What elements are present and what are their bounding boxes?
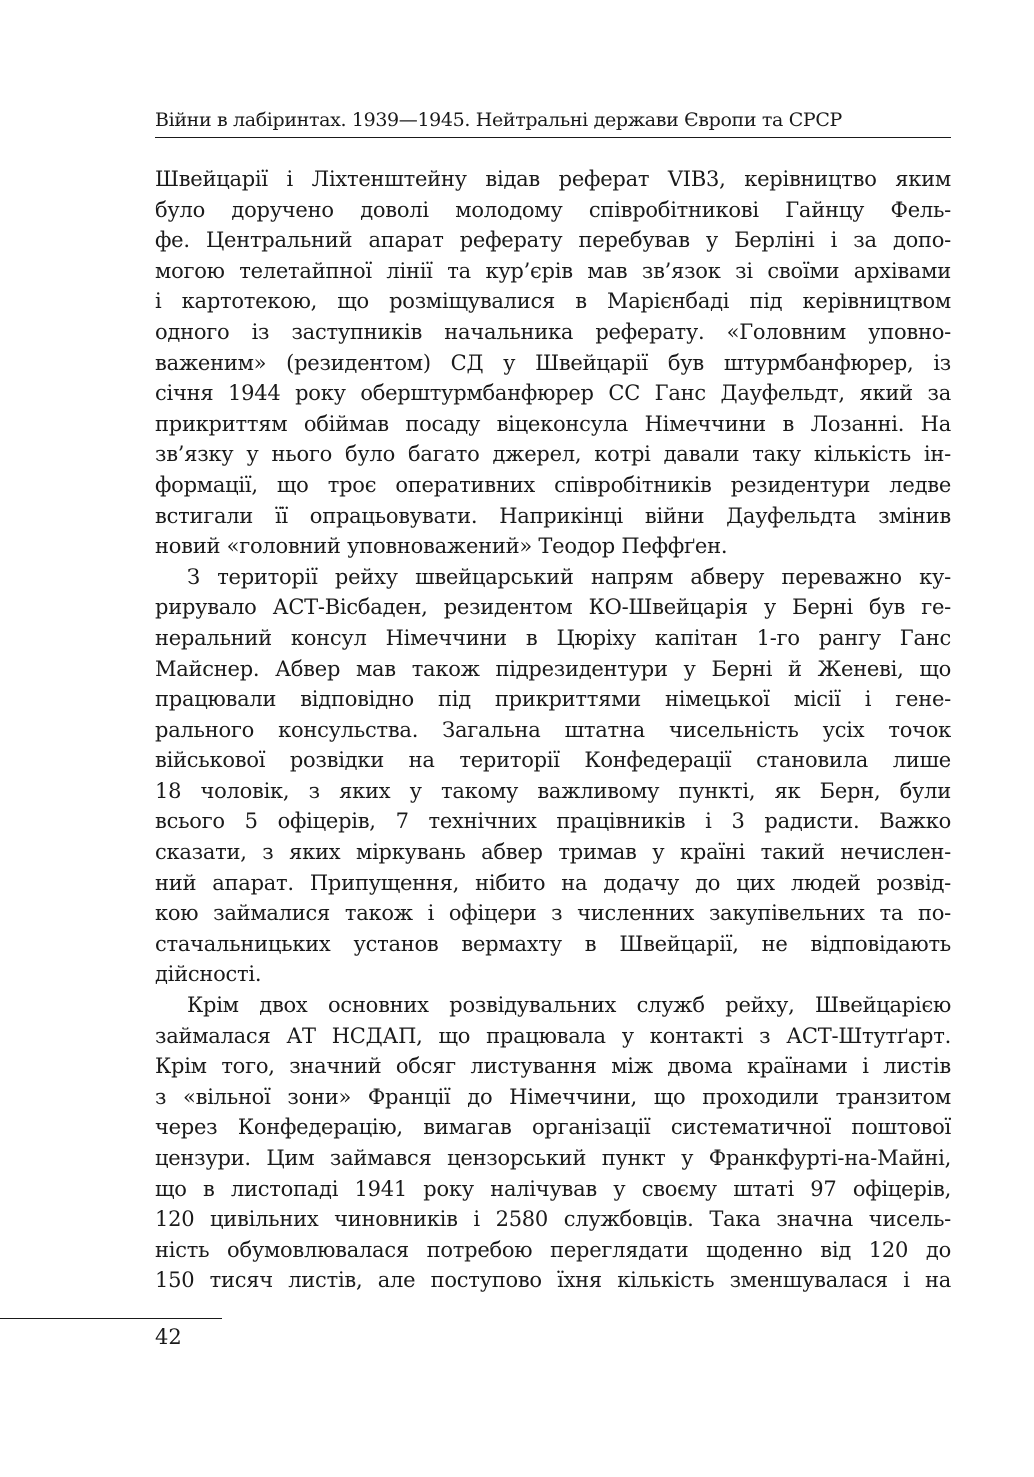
text-line: зв’язку у нього було багато джерел, котрі давали таку кількість ін- (155, 442, 951, 467)
text-line: ність обумовлювалася потребою переглядати щоденно від 120 до (155, 1237, 951, 1262)
text-line: цензури. Цим займався цензорський пункт у Франкфурті-на-Майні, (155, 1146, 951, 1170)
running-head: Війни в лабіринтах. 1939—1945. Нейтральні держави Європи та СРСР (155, 109, 842, 131)
text-line: Крім двох основних розвідувальних служб рейху, Швейцарією (187, 993, 951, 1018)
text-line: кою займалися також і офіцери з численних закупівельних та по- (155, 901, 951, 926)
text-line: Швейцарії і Ліхтенштейну відав реферат VIВ3, керівництво яким (155, 167, 951, 191)
text-line: новий «головний уповноважений» Теодор Пеффґен. (155, 534, 728, 559)
text-line: могою телетайпної лінії та кур’єрів мав зв’язок зі своїми архівами (155, 258, 951, 283)
text-line: рального консульства. Загальна штатна чисельність усіх точок (155, 717, 951, 742)
paragraph (155, 990, 951, 1296)
text-line: всього 5 офіцерів, 7 технічних працівників і 3 радисти. Важко (155, 809, 951, 834)
text-line: дійсності. (155, 962, 262, 987)
text-line: з «вільної зони» Франції до Німеччини, що проходили транзитом (155, 1084, 951, 1109)
text-line: займалася АТ НСДАП, що працювала у контакті з АСТ-Штутґарт. (155, 1023, 951, 1048)
text-line: З території рейху швейцарський напрям абверу переважно ку- (187, 564, 951, 589)
paragraph (155, 562, 951, 990)
text-line: 18 чоловік, з яких у такому важливому пункті, як Берн, були (155, 778, 951, 803)
text-line: військової розвідки на території Конфедерації становила лише (155, 748, 951, 773)
text-line: прикриттям обіймав посаду віцеконсула Німеччини в Лозанні. На (155, 411, 951, 436)
footnote-rule (0, 1318, 222, 1319)
text-line: стачальницьких установ вермахту в Швейцарії, не відповідають (155, 931, 951, 956)
text-line: сказати, з яких міркувань абвер тримав у країні такий нечислен- (155, 840, 951, 865)
text-line: 150 тисяч листів, але поступово їхня кількість зменшувалася і на (155, 1268, 951, 1293)
text-line: 120 цивільних чиновників і 2580 службовців. Така значна чисель- (155, 1207, 951, 1232)
text-line: неральний консул Німеччини в Цюріху капітан 1-го рангу Ганс (155, 625, 951, 650)
text-line: і картотекою, що розміщувалися в Марієнбаді під керівництвом (155, 289, 951, 314)
text-line: важеним» (резидентом) СД у Швейцарії був штурмбанфюрер, із (155, 350, 951, 375)
text-line: фе. Центральний апарат реферату перебував у Берліні і за допо- (155, 228, 951, 253)
text-line: формації, що троє оперативних співробітників резидентури ледве (155, 472, 951, 497)
page-number: 42 (155, 1325, 182, 1349)
text-line: через Конфедерацію, вимагав організації систематичної поштової (155, 1115, 951, 1140)
text-line: одного із заступників начальника реферату. «Головним уповно- (155, 319, 951, 344)
text-line: працювали відповідно під прикриттями німецької місії і гене- (155, 687, 951, 712)
text-line: встигали її опрацьовувати. Наприкінці війни Дауфельдта змінив (155, 503, 951, 528)
header-rule (155, 137, 951, 138)
text-line: Майснер. Абвер мав також підрезидентури у Берні й Женеві, що (155, 656, 951, 681)
text-line: було доручено доволі молодому співробітникові Гайнцу Фель- (155, 197, 951, 222)
text-line: січня 1944 року оберштурмбанфюрер СС Ганс Дауфельдт, який за (155, 381, 951, 406)
paragraph (155, 164, 951, 562)
text-line: що в листопаді 1941 року налічував у своєму штаті 97 офіцерів, (155, 1176, 951, 1201)
text-line: ний апарат. Припущення, нібито на додачу до цих людей розвід- (155, 870, 951, 895)
body-text (155, 164, 951, 1296)
text-line: рирувало АСТ-Вісбаден, резидентом КО-Швейцарія у Берні був ге- (155, 595, 951, 620)
text-line: Крім того, значний обсяг листування між двома країнами і листів (155, 1054, 951, 1079)
